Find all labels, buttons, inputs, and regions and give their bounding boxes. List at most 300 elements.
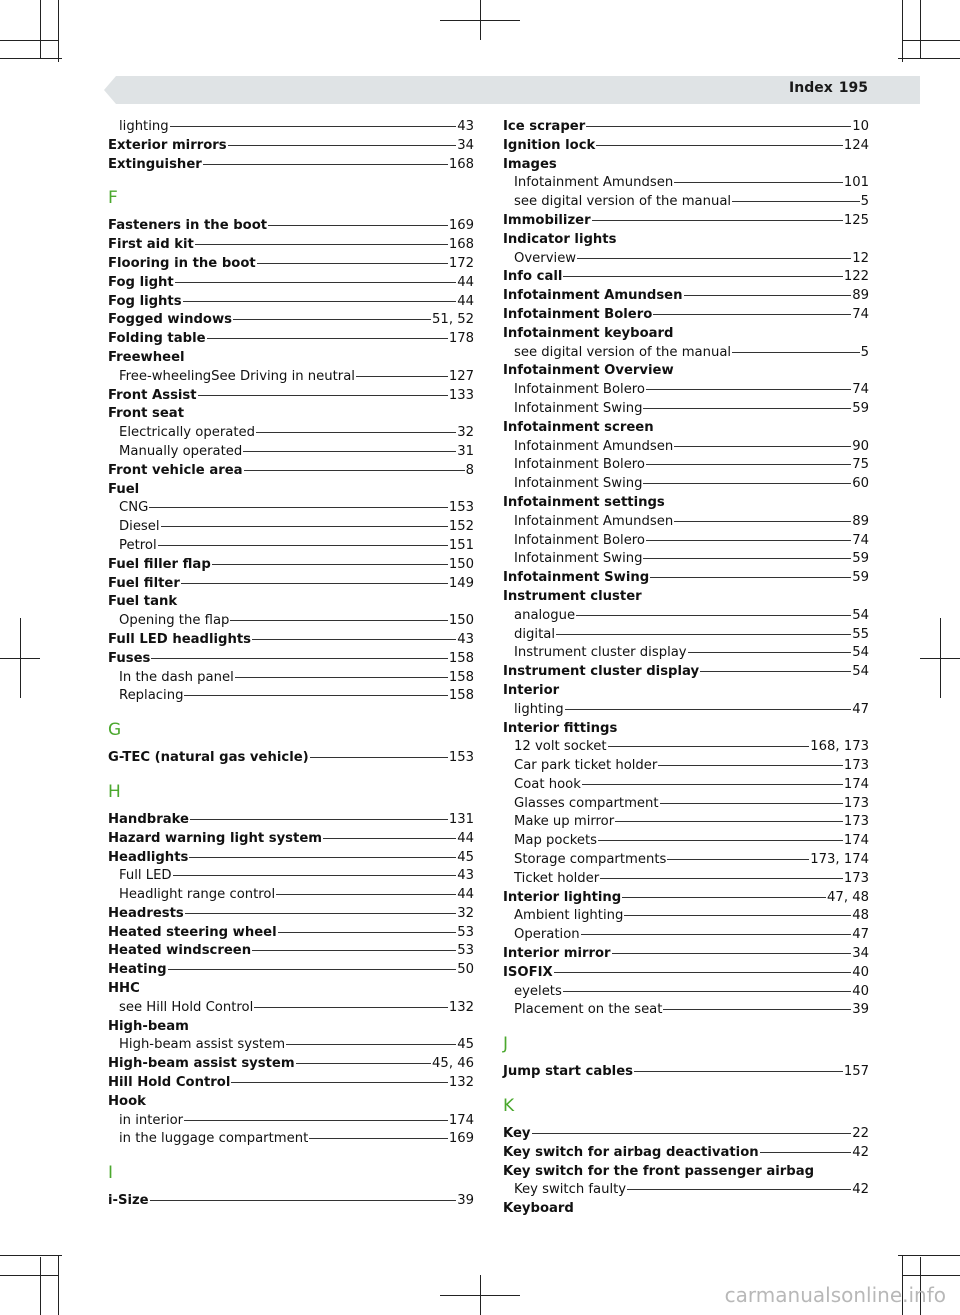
page-reference: 39 (852, 1002, 869, 1018)
entry-label: Fogged windows (108, 312, 233, 328)
index-entry-heading: Front seat (108, 406, 185, 422)
leader-line (643, 408, 851, 409)
page-reference: 31 (457, 443, 474, 459)
page-reference: 59 (852, 570, 869, 586)
leader-line (190, 819, 448, 820)
page-reference: 150 (448, 613, 474, 629)
page-reference: 158 (448, 650, 474, 666)
leader-line (658, 765, 842, 766)
index-entry (108, 274, 474, 293)
crop-mark (0, 1255, 62, 1256)
leader-line (643, 483, 851, 484)
entry-label: Front Assist (108, 387, 197, 403)
index-subentry (503, 832, 869, 851)
entry-label: Hill Hold Control (108, 1075, 231, 1091)
entry-label: in interior (119, 1112, 184, 1128)
entry-label: Infotainment Bolero (503, 306, 653, 322)
index-entry-heading: Infotainment keyboard (503, 325, 674, 341)
index-subentry (503, 174, 869, 193)
leader-line (667, 859, 809, 860)
page-reference: 127 (448, 368, 474, 384)
page-reference: 178 (448, 331, 474, 347)
entry-label: Flooring in the boot (108, 255, 256, 271)
index-column-right (503, 118, 869, 1219)
leader-line (582, 784, 843, 785)
page-reference: 132 (448, 999, 474, 1015)
entry-label: Infotainment Amundsen (503, 288, 683, 304)
index-subentry (503, 813, 869, 832)
leader-line (161, 526, 448, 527)
leader-line (556, 634, 851, 635)
entry-label: Instrument cluster display (503, 664, 700, 680)
index-entry (503, 1125, 869, 1144)
page-reference: 173, 174 (810, 852, 869, 868)
leader-line (646, 540, 851, 541)
leader-line (184, 1120, 448, 1121)
leader-line (228, 145, 457, 146)
page-reference: 45 (457, 849, 474, 865)
entry-label: Free-wheelingSee Driving in neutral (119, 368, 355, 384)
index-subentry (503, 475, 869, 494)
index-subentry (108, 999, 474, 1018)
index-entry-heading: Infotainment settings (503, 494, 665, 510)
page-reference: 158 (448, 669, 474, 685)
leader-line (185, 913, 456, 914)
page-reference: 39 (457, 1193, 474, 1209)
page-reference: 8 (465, 462, 474, 478)
leader-line (150, 1200, 457, 1201)
index-subentry (503, 851, 869, 870)
leader-line (256, 432, 456, 433)
crop-mark (58, 1255, 59, 1315)
crop-mark (0, 658, 40, 659)
leader-line (612, 953, 852, 954)
index-entry (108, 387, 474, 406)
index-entry-heading: High-beam (108, 1018, 189, 1034)
entry-label: Fuel filter (108, 575, 180, 591)
page-reference: 74 (852, 306, 869, 322)
index-subentry (503, 550, 869, 569)
entry-label: Jump start cables (503, 1064, 633, 1080)
index-subentry (503, 400, 869, 419)
leader-line (732, 352, 860, 353)
entry-label: Ice scraper (503, 119, 586, 134)
page-reference: 124 (843, 137, 869, 153)
leader-line (554, 972, 852, 973)
watermark: carmanualsonline.info (724, 1283, 946, 1307)
index-entry (108, 575, 474, 594)
leader-line (688, 652, 852, 653)
page-reference: 132 (448, 1075, 474, 1091)
index-subentry (503, 344, 869, 363)
entry-label: Ignition lock (503, 137, 596, 153)
page-reference: 54 (852, 664, 869, 680)
index-subentry (503, 870, 869, 889)
crop-mark (920, 658, 960, 659)
index-entry (503, 306, 869, 325)
leader-line (732, 201, 860, 202)
leader-line (646, 464, 851, 465)
leader-line (257, 263, 448, 264)
leader-line (230, 620, 447, 621)
page-reference: 34 (852, 946, 869, 962)
entry-label: Fog lights (108, 293, 182, 309)
leader-line (149, 507, 448, 508)
index-entry-heading: Images (503, 156, 557, 172)
index-entry (108, 1074, 474, 1093)
index-entry (503, 889, 869, 908)
crop-mark (902, 1275, 960, 1276)
index-entry (108, 631, 474, 650)
leader-line (627, 1189, 851, 1190)
leader-line (243, 451, 456, 452)
leader-line (577, 258, 851, 259)
index-subentry (503, 193, 869, 212)
page-reference: 74 (852, 382, 869, 398)
index-subentry (108, 1130, 474, 1149)
index-entry (108, 830, 474, 849)
index-entry (108, 961, 474, 980)
crop-mark (898, 1255, 960, 1256)
leader-line (278, 932, 457, 933)
entry-label: eyelets (514, 983, 562, 999)
index-entry-heading: Fuel tank (108, 594, 178, 610)
entry-label: in the luggage compartment (119, 1131, 309, 1147)
leader-line (565, 709, 852, 710)
leader-line (532, 1133, 852, 1134)
leader-line (624, 915, 851, 916)
index-subentry (503, 701, 869, 720)
leader-line (252, 639, 456, 640)
leader-line (212, 564, 448, 565)
crop-mark (0, 1275, 58, 1276)
leader-line (170, 126, 457, 127)
leader-line (158, 545, 448, 546)
entry-label: Exterior mirrors (108, 137, 227, 153)
index-subentry (108, 612, 474, 631)
leader-line (168, 969, 457, 970)
index-entry-heading: Indicator lights (503, 231, 617, 247)
entry-label: Fasteners in the boot (108, 218, 268, 234)
entry-label: Headlight range control (119, 887, 276, 903)
index-subentry (503, 1001, 869, 1020)
index-subentry (503, 757, 869, 776)
leader-line (592, 220, 843, 221)
entry-label: Headrests (108, 905, 184, 921)
entry-label: lighting (119, 119, 169, 134)
entry-label: Key (503, 1126, 531, 1142)
leader-line (286, 1044, 456, 1045)
leader-line (684, 295, 852, 296)
leader-line (244, 470, 465, 471)
index-letter-heading: I (108, 1163, 114, 1184)
index-entry-heading: Key switch for the front passenger airbag (503, 1163, 815, 1179)
index-entry (108, 156, 474, 175)
entry-label: Infotainment Amundsen (514, 175, 674, 191)
index-subentry (108, 424, 474, 443)
page-reference: 173 (843, 758, 869, 774)
leader-line (596, 145, 843, 146)
index-entry (503, 1144, 869, 1163)
index-entry (503, 137, 869, 156)
leader-line (233, 319, 431, 320)
entry-label: Car park ticket holder (514, 758, 658, 774)
entry-label: Infotainment Swing (514, 476, 643, 492)
entry-label: Diesel (119, 519, 160, 535)
index-entry (503, 268, 869, 287)
page-reference: 40 (852, 964, 869, 980)
entry-label: Instrument cluster display (514, 645, 687, 661)
index-subentry (503, 983, 869, 1002)
index-subentry (108, 886, 474, 905)
page-reference: 75 (852, 457, 869, 473)
crop-mark (440, 20, 520, 21)
index-entry (108, 556, 474, 575)
page-reference: 45 (457, 1037, 474, 1053)
entry-label: Hazard warning light system (108, 830, 323, 846)
index-entry-heading: Instrument cluster (503, 588, 642, 604)
entry-label: Ambient lighting (514, 908, 624, 924)
index-letter-heading: G (108, 720, 122, 741)
page-reference: 5 (860, 194, 869, 210)
entry-label: Glasses compartment (514, 795, 659, 811)
entry-label: Handbrake (108, 811, 189, 827)
entry-label: Immobilizer (503, 212, 591, 228)
index-entry (108, 311, 474, 330)
index-subentry (108, 118, 474, 137)
leader-line (309, 1138, 448, 1139)
leader-line (189, 857, 456, 858)
entry-label: First aid kit (108, 237, 194, 253)
leader-line (600, 878, 843, 879)
page-reference: 47 (852, 701, 869, 717)
entry-label: Infotainment Swing (514, 551, 643, 567)
page-reference: 51, 52 (432, 312, 474, 328)
entry-label: Replacing (119, 688, 184, 704)
page-reference: 173 (843, 870, 869, 886)
page-reference: 74 (852, 532, 869, 548)
page-reference: 12 (852, 250, 869, 266)
entry-label: Map pockets (514, 833, 598, 849)
leader-line (674, 446, 851, 447)
page-reference: 152 (448, 519, 474, 535)
entry-label: Infotainment Swing (514, 400, 643, 416)
page-reference: 133 (448, 387, 474, 403)
leader-line (563, 276, 842, 277)
entry-label: CNG (119, 500, 149, 516)
entry-label: Petrol (119, 537, 157, 553)
leader-line (296, 1063, 431, 1064)
index-subentry (108, 443, 474, 462)
entry-label: Interior mirror (503, 946, 611, 962)
index-entry (503, 964, 869, 983)
page-reference: 47, 48 (827, 889, 869, 905)
leader-line (183, 301, 457, 302)
page-reference: 174 (843, 776, 869, 792)
entry-label: Heating (108, 962, 167, 978)
header-section: Index (789, 80, 833, 96)
leader-line (581, 934, 852, 935)
index-subentry (108, 368, 474, 387)
entry-label: see Hill Hold Control (119, 999, 254, 1015)
entry-label: High-beam assist system (108, 1056, 295, 1072)
leader-line (175, 282, 456, 283)
index-entry (503, 569, 869, 588)
index-subentry (503, 456, 869, 475)
leader-line (622, 897, 826, 898)
index-entry (108, 650, 474, 669)
index-entry (108, 1192, 474, 1211)
index-subentry (503, 381, 869, 400)
index-entry (108, 749, 474, 768)
entry-label: Full LED (119, 868, 172, 884)
page-reference: 101 (843, 175, 869, 191)
index-entry (108, 811, 474, 830)
index-entry (503, 287, 869, 306)
index-entry-heading: Infotainment Overview (503, 363, 674, 379)
page-reference: 32 (457, 905, 474, 921)
page-reference: 168, 173 (810, 739, 869, 755)
page-reference: 173 (843, 814, 869, 830)
leader-line (643, 558, 851, 559)
leader-line (151, 658, 447, 659)
entry-label: Operation (514, 927, 580, 943)
page-reference: 153 (448, 750, 474, 766)
leader-line (254, 1007, 448, 1008)
entry-label: Key switch for airbag deactivation (503, 1144, 759, 1160)
leader-line (356, 376, 448, 377)
index-entry-heading: Infotainment screen (503, 419, 654, 435)
crop-mark (440, 1295, 520, 1296)
page-reference: 44 (457, 830, 474, 846)
leader-line (674, 182, 843, 183)
index-letter-heading: H (108, 781, 121, 802)
page-reference: 43 (457, 868, 474, 884)
page-reference: 169 (448, 218, 474, 234)
page-reference: 54 (852, 645, 869, 661)
index-letter-heading: K (503, 1096, 515, 1117)
leader-line (198, 395, 448, 396)
entry-label: High-beam assist system (119, 1037, 286, 1053)
index-subentry (503, 607, 869, 626)
crop-mark (40, 0, 41, 58)
leader-line (576, 615, 851, 616)
index-entry-heading: Freewheel (108, 349, 185, 365)
page-reference: 151 (448, 537, 474, 553)
index-subentry (503, 532, 869, 551)
entry-label: Heated windscreen (108, 943, 252, 959)
page-reference: 153 (448, 500, 474, 516)
index-entry (108, 236, 474, 255)
entry-label: Coat hook (514, 776, 581, 792)
index-subentry (108, 537, 474, 556)
entry-label: lighting (514, 701, 564, 717)
leader-line (207, 338, 448, 339)
page-reference: 89 (852, 288, 869, 304)
index-entry-heading: Interior (503, 682, 560, 698)
leader-line (634, 1071, 843, 1072)
index-entry (503, 945, 869, 964)
leader-line (650, 577, 851, 578)
index-entry (108, 1055, 474, 1074)
page-reference: 47 (852, 927, 869, 943)
leader-line (252, 950, 456, 951)
page-reference: 53 (457, 943, 474, 959)
page-reference: 168 (448, 237, 474, 253)
entry-label: Extinguisher (108, 156, 202, 172)
index-entry (503, 1063, 869, 1082)
page-reference: 44 (457, 293, 474, 309)
page-reference: 125 (843, 212, 869, 228)
page-reference: 40 (852, 983, 869, 999)
leader-line (660, 803, 843, 804)
index-subentry (503, 644, 869, 663)
page-reference: 53 (457, 924, 474, 940)
page-reference: 22 (852, 1126, 869, 1142)
page-reference: 5 (860, 344, 869, 360)
entry-label: Infotainment Amundsen (514, 513, 674, 529)
crop-mark (0, 58, 62, 59)
entry-label: Infotainment Swing (503, 570, 650, 586)
page-reference: 50 (457, 962, 474, 978)
index-entry (108, 330, 474, 349)
entry-label: Manually operated (119, 443, 243, 459)
index-entry (503, 118, 869, 137)
index-subentry (503, 513, 869, 532)
entry-label: analogue (514, 607, 576, 623)
index-subentry (503, 438, 869, 457)
page-reference: 169 (448, 1131, 474, 1147)
page-reference: 122 (843, 269, 869, 285)
page-reference: 55 (852, 626, 869, 642)
leader-line (276, 894, 456, 895)
entry-label: Make up mirror (514, 814, 615, 830)
page-reference: 42 (852, 1144, 869, 1160)
index-subentry (108, 867, 474, 886)
index-entry (108, 293, 474, 312)
leader-line (173, 875, 457, 876)
entry-label: Fog light (108, 274, 174, 290)
index-subentry (503, 795, 869, 814)
index-subentry (503, 907, 869, 926)
index-entry (108, 924, 474, 943)
page-reference: 168 (448, 156, 474, 172)
entry-label: Heated steering wheel (108, 924, 277, 940)
index-entry-heading: Keyboard (503, 1201, 574, 1217)
entry-label: Infotainment Bolero (514, 382, 646, 398)
leader-line (608, 746, 810, 747)
page-reference: 42 (852, 1182, 869, 1198)
index-subentry (503, 626, 869, 645)
index-subentry (503, 1181, 869, 1200)
entry-label: Overview (514, 250, 577, 266)
leader-line (231, 1082, 447, 1083)
entry-label: i-Size (108, 1193, 149, 1209)
entry-label: see digital version of the manual (514, 194, 732, 210)
page-reference: 59 (852, 551, 869, 567)
page-reference: 173 (843, 795, 869, 811)
entry-label: 12 volt socket (514, 739, 607, 755)
index-subentry (503, 738, 869, 757)
entry-label: ISOFIX (503, 964, 553, 980)
page-number: 195 (838, 80, 868, 96)
index-subentry (503, 250, 869, 269)
entry-label: Opening the flap (119, 613, 230, 629)
leader-line (760, 1152, 852, 1153)
index-subentry (108, 669, 474, 688)
index-letter-heading: J (503, 1034, 509, 1055)
index-entry (503, 663, 869, 682)
